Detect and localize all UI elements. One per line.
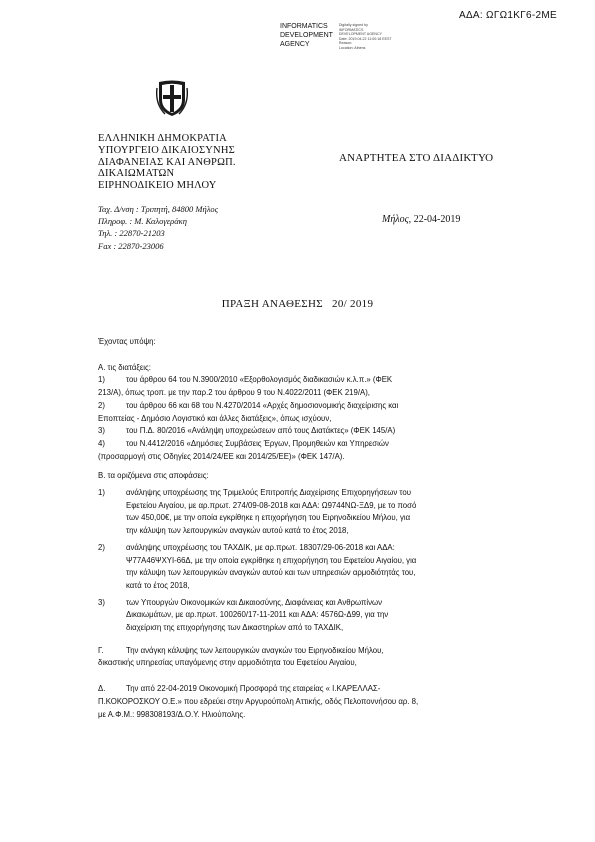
greek-coat-of-arms-icon — [156, 80, 188, 118]
publish-note: ΑΝΑΡΤΗΤΕΑ ΣΤΟ ΔΙΑΔΙΚΤΥΟ — [339, 152, 494, 164]
section-a-heading: Α. τις διατάξεις: — [98, 362, 151, 372]
section-b-heading: Β. τα οριζόμενα στις αποφάσεις: — [98, 471, 209, 481]
section-c-paragraph: Γ. Την ανάγκη κάλυψης των λειτουργικών αναγκών του Ειρηνοδικείου Μήλου, — [98, 645, 509, 658]
info-line: Πληροφ. : Μ. Καλογεράκη — [98, 216, 187, 227]
section-d-continuation: Π.ΚΟΚΟΡΟΣΚΟΥ Ο.Ε.» που εδρεύει στην Αργυρούπολη Αττικής, οδός Πελοποννήσου αρ. 8, — [98, 696, 419, 706]
list-item-continuation: των 450,00€, με την οποία εγκρίθηκε η επιχορήγηση του Ειρηνοδικείου Μήλου, για — [126, 513, 411, 523]
list-item-continuation: Δικαιωμάτων, με αρ.πρωτ. 100260/17-11-2011 και ΑΔΑ: 4576Ω-Δ99, για την — [126, 610, 389, 620]
list-item: 1) ανάληψης υποχρέωσης της Τριμελούς Επιτροπής Διαχείρισης Επιχορηγήσεων του — [98, 487, 509, 500]
address-line: Ταχ. Δ/νση : Τριπητή, 84800 Μήλος — [98, 204, 219, 214]
document-date — [382, 214, 460, 225]
item-number: 1) — [98, 488, 105, 498]
document-title: ΠΡΑΞΗ ΑΝΑΘΕΣΗΣ 20/ 2019 — [221, 298, 374, 310]
list-item-continuation: 213/Α), όπως τροπ. με την παρ.2 του άρθρου 9 του Ν.4022/2011 (ΦΕΚ 219/Α), — [98, 388, 370, 398]
section-letter: Δ. — [98, 684, 106, 694]
list-item: 4) του Ν.4412/2016 «Δημόσιες Συμβάσεις Έργων, Προμηθειών και Υπηρεσιών — [98, 438, 509, 451]
list-item-continuation: Ψ77Α46ΨΧΥΙ-66Δ, με την οποία εγκρίθηκε η επιχορήγηση του Εφετείου Αιγαίου, για — [126, 555, 417, 565]
digital-signature-stamp — [280, 22, 392, 51]
list-item: 3) των Υπουργών Οικονομικών και Δικαιοσύνης, Διαφάνειας και Ανθρωπίνων — [98, 597, 509, 610]
item-number: 2) — [98, 400, 105, 410]
date-value: 22-04-2019 — [413, 214, 461, 225]
fax-line: Fax : 22870-23006 — [98, 240, 164, 251]
issuer-line: ΕΙΡΗΝΟΔΙΚΕΙΟ ΜΗΛΟΥ — [98, 180, 217, 192]
date-place: Μήλος, — [382, 214, 412, 225]
intro-text: Έχοντας υπόψη: — [98, 337, 156, 346]
list-item-continuation: την κάλυψη των λειτουργικών αναγκών αυτού και των υπηρεσιών αρμοδιότητάς του, — [126, 568, 416, 578]
item-number: 3) — [98, 426, 105, 436]
agency-name: INFORMATICS DEVELOPMENT AGENCY — [280, 23, 333, 48]
item-number: 1) — [98, 375, 105, 385]
issuer-line: ΕΛΛΗΝΙΚΗ ΔΗΜΟΚΡΑΤΙΑ — [98, 133, 227, 144]
list-item: 2) ανάληψης υποχρέωσης του ΤΑΧΔΙΚ, με αρ.πρωτ. 18307/29-06-2018 και ΑΔΑ: — [98, 542, 509, 555]
contact-block — [98, 203, 218, 252]
list-item: 1) του άρθρου 64 του Ν.3900/2010 «Εξορθολογισμός διαδικασιών κ.λ.π.» (ΦΕΚ — [98, 374, 509, 387]
item-number: 4) — [98, 438, 105, 448]
list-item: 3) του Π.Δ. 80/2016 «Ανάληψη υποχρεώσεων από τους Διατάκτες» (ΦΕΚ 145/Α) — [98, 425, 509, 438]
section-d-paragraph: Δ. Την από 22-04-2019 Οικονομική Προσφορά της εταιρείας « Ι.ΚΑΡΕΛΛΑΣ- — [98, 683, 509, 696]
list-item-continuation: την κάλυψη των λειτουργικών αναγκών αυτού κατά το έτος 2018, — [126, 526, 349, 536]
section-d-continuation: με Α.Φ.Μ.: 998308193/Δ.Ο.Υ. Ηλιούπολης. — [98, 709, 246, 719]
section-letter: Γ. — [98, 645, 104, 655]
list-item-continuation: Εποπτείας - Δημόσιο Λογιστικό και άλλες διατάξεις», όπως ισχύουν, — [98, 413, 332, 423]
issuer-line: ΥΠΟΥΡΓΕΙΟ ΔΙΚΑΙΟΣΥΝΗΣ — [98, 144, 235, 156]
ada-code: ΑΔΑ: ΩΓΩ1ΚΓ6-2ΜΕ — [458, 10, 557, 21]
signature-details: Digitally signed by INFORMATICS DEVELOPMENT AGENCY Date: 2019.04.22 11:00:18 EEST Reason: Location: Athens — [338, 23, 392, 50]
item-number: 2) — [98, 542, 105, 552]
list-item-continuation: διαχείριση της επιχορήγησης των Δικαστηρίων από το ΤΑΧΔΙΚ, — [126, 623, 344, 633]
document-body — [98, 336, 509, 721]
item-number: 3) — [98, 597, 105, 607]
list-item-continuation: κατά το έτος 2018, — [126, 580, 190, 590]
issuer-line: ΔΙΚΑΙΩΜΑΤΩΝ — [98, 168, 175, 180]
list-item: 2) του άρθρου 66 και 68 του Ν.4270/2014 «Αρχές δημοσιονομικής διαχείρισης και — [98, 400, 509, 413]
list-item-continuation: Εφετείου Αιγαίου, με αρ.πρωτ. 274/09-08-2018 και ΑΔΑ: Ω9744ΝΩ-ΞΔ9, με το ποσό — [126, 500, 417, 510]
issuer-block — [98, 133, 236, 192]
phone-line: Τηλ. : 22870-21203 — [98, 228, 165, 239]
section-c-continuation: δικαστικής υπηρεσίας υπαγόμενης στην αρμοδιότητα του Εφετείου Αιγαίου, — [98, 658, 357, 668]
list-item-continuation: (προσαρμογή στις Οδηγίες 2014/24/ΕΕ και 2014/25/ΕΕ)» (ΦΕΚ 147/Α). — [98, 451, 345, 461]
issuer-line: ΔΙΑΦΑΝΕΙΑΣ ΚΑΙ ΑΝΘΡΩΠ. — [98, 156, 236, 168]
